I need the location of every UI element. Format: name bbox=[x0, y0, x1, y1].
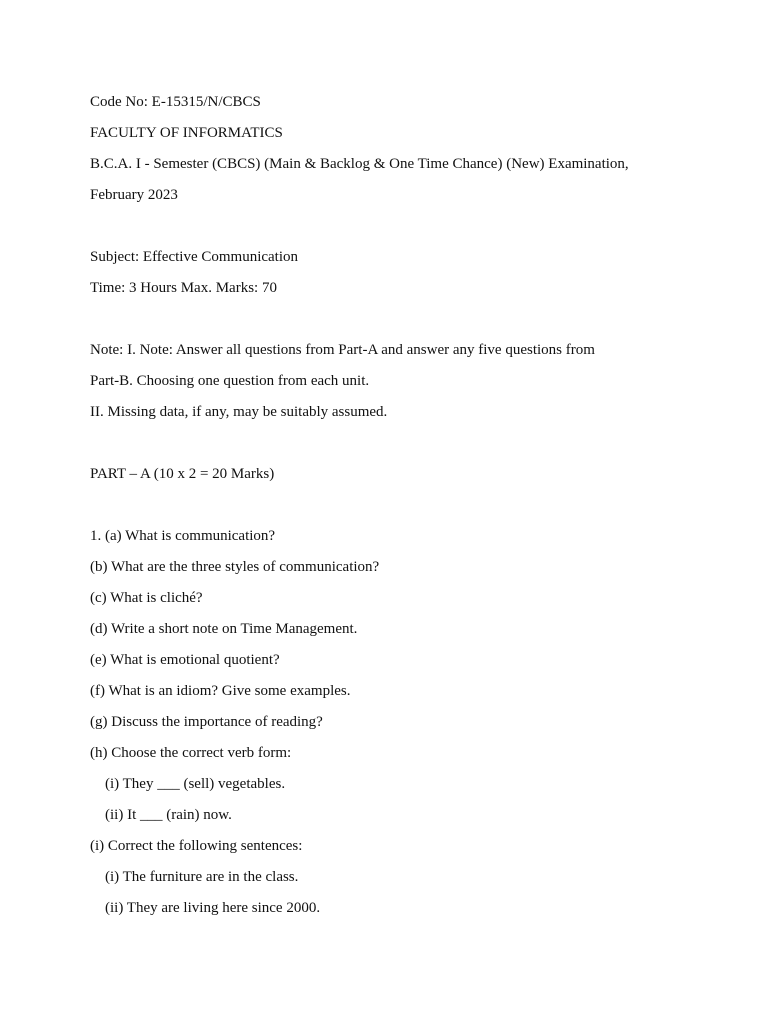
question-1f: (f) What is an idiom? Give some examples. bbox=[90, 683, 351, 699]
spacer bbox=[90, 308, 690, 339]
note-line-1: Note: I. Note: Answer all questions from Part-A and answer any five questions from bbox=[90, 342, 595, 358]
question-1h: (h) Choose the correct verb form: bbox=[90, 745, 292, 761]
exam-paper bbox=[90, 91, 690, 928]
question-1a: 1. (a) What is communication? bbox=[90, 528, 276, 544]
note-line-3: II. Missing data, if any, may be suitably assumed. bbox=[90, 404, 388, 420]
question-1e: (e) What is emotional quotient? bbox=[90, 652, 280, 668]
question-1c: (c) What is cliché? bbox=[90, 590, 203, 606]
faculty-title: FACULTY OF INFORMATICS bbox=[90, 125, 283, 141]
question-1d: (d) Write a short note on Time Management. bbox=[90, 621, 358, 637]
exam-title-line-2: February 2023 bbox=[90, 187, 178, 203]
subject: Subject: Effective Communication bbox=[90, 249, 299, 265]
note-line-2: Part-B. Choosing one question from each unit. bbox=[90, 373, 370, 389]
exam-title-line-1: B.C.A. I - Semester (CBCS) (Main & Backlog & One Time Chance) (New) Examination, bbox=[90, 156, 629, 172]
code-number: Code No: E-15315/N/CBCS bbox=[90, 94, 261, 110]
spacer bbox=[90, 432, 690, 463]
question-1h-ii: (ii) It ___ (rain) now. bbox=[105, 807, 232, 823]
question-1i-i: (i) The furniture are in the class. bbox=[105, 869, 299, 885]
part-a-title: PART – A (10 x 2 = 20 Marks) bbox=[90, 466, 275, 482]
question-1i: (i) Correct the following sentences: bbox=[90, 838, 303, 854]
question-1i-ii: (ii) They are living here since 2000. bbox=[105, 900, 321, 916]
spacer bbox=[90, 215, 690, 246]
question-1h-i: (i) They ___ (sell) vegetables. bbox=[105, 776, 286, 792]
spacer bbox=[90, 494, 690, 525]
question-1b: (b) What are the three styles of communication? bbox=[90, 559, 380, 575]
time-and-marks: Time: 3 Hours Max. Marks: 70 bbox=[90, 280, 277, 296]
question-1g: (g) Discuss the importance of reading? bbox=[90, 714, 323, 730]
